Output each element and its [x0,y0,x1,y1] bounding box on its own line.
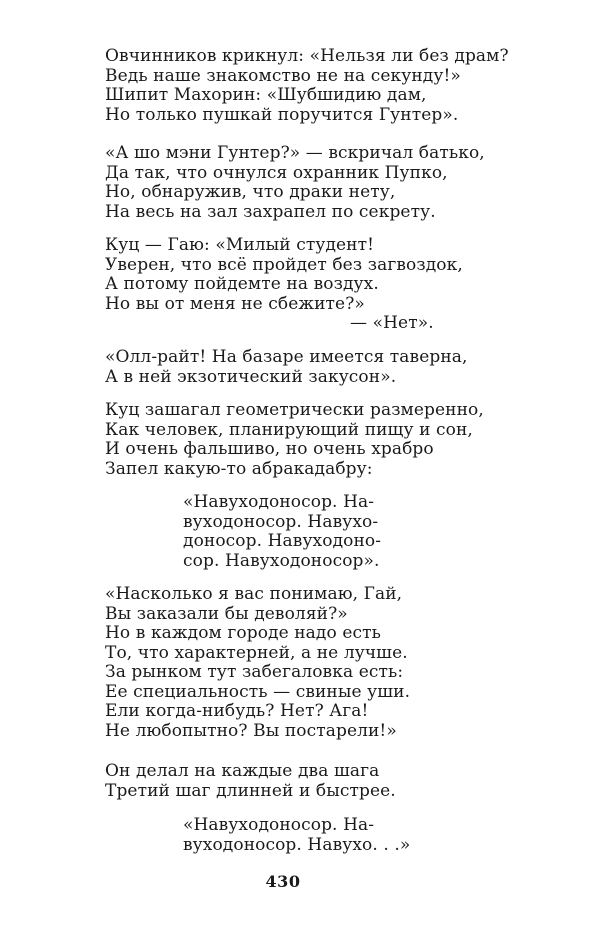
verse-line: Третий шаг длинней и быстрее. [105,780,396,801]
verse-line: А в ней экзотический закусон». [105,366,397,387]
verse-line: На весь на зал захрапел по секрету. [105,201,436,222]
verse-line: «Насколько я вас понимаю, Гай, [105,584,403,604]
verse-line: Ведь наше знакомство не на секунду!» [105,65,461,86]
verse-line: Не любопытно? Вы постарели!» [105,720,397,741]
verse-line: Ее специальность — свиные уши. [105,681,411,702]
stanza-2 [105,144,485,222]
verse-line: сор. Навуходоносор». [183,550,380,571]
verse-line: И очень фальшиво, но очень храбро [105,439,434,459]
verse-line: «Навуходоносор. На- [183,815,375,835]
stanza-7 [105,585,410,741]
verse-line: Но только пушкай поручится Гунтер». [105,104,459,125]
verse-line: «А шо мэни Гунтер?» — вскричал батько, [105,143,485,163]
verse-line: Вы заказали бы деволяй?» [105,603,348,624]
stanza-8 [105,762,396,801]
verse-line: вуходоносор. Навухо- [183,511,379,532]
verse-line: вуходоносор. Навухо. . .» [183,834,411,855]
stanza-5 [105,401,484,479]
stanza-1 [105,47,509,125]
verse-line: Куц зашагал геометрически размеренно, [105,400,484,420]
verse-line: Да так, что очнулся охранник Пупко, [105,162,448,183]
verse-line: «Навуходоносор. На- [183,492,375,512]
verse-line: Как человек, планирующий пищу и сон, [105,419,473,440]
verse-line: Он делал на каждые два шага [105,761,380,781]
verse-line: «Олл-райт! На базаре имеется таверна, [105,347,468,367]
verse-line: Ели когда-нибудь? Нет? Ага! [105,701,369,721]
stanza-3 [105,235,463,333]
reply-line: — «Нет». [350,313,434,333]
verse-line: То, что характерней, а не лучше. [105,642,408,663]
verse-line: Но в каждом городе надо есть [105,623,381,643]
verse-line: Но вы от меня не сбежите?» [105,293,365,314]
stanza-4 [105,348,468,387]
verse-line: Шипит Махорин: «Шубшидию дам, [105,85,427,105]
stanza-6-chant [183,493,381,571]
verse-line: Запел какую-то абракадабру: [105,458,373,479]
verse-line: доносор. Навуходоно- [183,531,382,551]
page-number: 430 [265,872,301,891]
verse-line: Овчинников крикнул: «Нельзя ли без драм? [105,46,509,66]
verse-line: А потому пойдемте на воздух. [105,274,379,294]
verse-line: Куц — Гаю: «Милый студент! [105,235,375,255]
verse-line: Уверен, что всё пройдет без загвоздок, [105,254,463,275]
stanza-9-chant [183,816,410,855]
verse-line: Но, обнаружив, что драки нету, [105,182,396,202]
verse-line: За рынком тут забегаловка есть: [105,662,404,682]
